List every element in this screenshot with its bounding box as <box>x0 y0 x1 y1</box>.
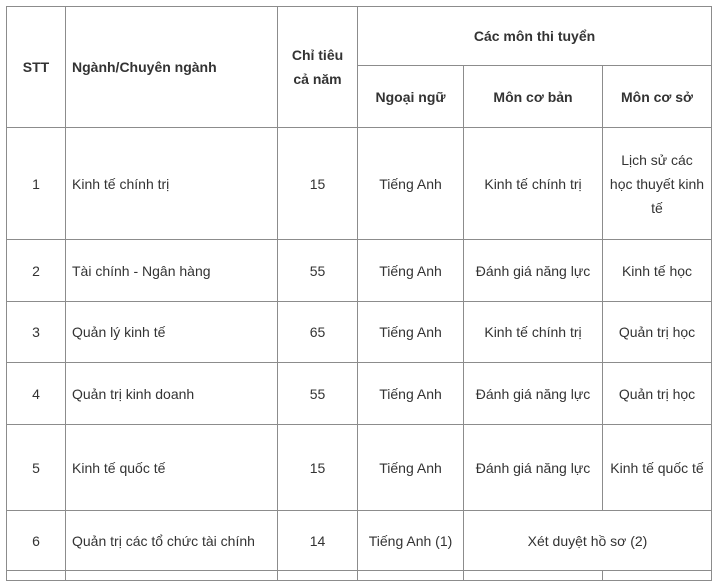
cell-basic-subject: Kinh tế chính trị <box>464 302 603 363</box>
cell-empty <box>603 571 712 581</box>
header-foreign-language: Ngoại ngữ <box>358 66 464 128</box>
cell-core-subject: Quản trị học <box>603 302 712 363</box>
cell-basic-subject: Đánh giá năng lực <box>464 240 603 302</box>
admissions-table <box>6 6 712 581</box>
cell-merged-subject: Xét duyệt hồ sơ (2) <box>464 511 712 571</box>
cell-stt: 5 <box>7 425 66 511</box>
cell-quota: 65 <box>278 302 358 363</box>
cell-empty <box>7 571 66 581</box>
cell-basic-subject: Đánh giá năng lực <box>464 363 603 425</box>
cell-major: Quản trị kinh doanh <box>66 363 278 425</box>
header-row-top <box>7 7 712 66</box>
cell-foreign-language: Tiếng Anh <box>358 240 464 302</box>
cell-major: Kinh tế chính trị <box>66 128 278 240</box>
cell-foreign-language: Tiếng Anh (1) <box>358 511 464 571</box>
cell-stt: 4 <box>7 363 66 425</box>
cell-core-subject: Kinh tế quốc tế <box>603 425 712 511</box>
cell-foreign-language: Tiếng Anh <box>358 363 464 425</box>
cell-stt: 3 <box>7 302 66 363</box>
table-row <box>7 425 712 511</box>
cell-foreign-language: Tiếng Anh <box>358 128 464 240</box>
cell-core-subject: Quản trị học <box>603 363 712 425</box>
cell-empty <box>464 571 603 581</box>
cell-stt: 2 <box>7 240 66 302</box>
cell-major: Quản lý kinh tế <box>66 302 278 363</box>
header-exam-subjects: Các môn thi tuyển <box>358 7 712 66</box>
cell-core-subject: Lịch sử các học thuyết kinh tế <box>603 128 712 240</box>
cell-major: Kinh tế quốc tế <box>66 425 278 511</box>
cell-quota: 55 <box>278 240 358 302</box>
cell-quota: 55 <box>278 363 358 425</box>
cell-quota: 15 <box>278 128 358 240</box>
cell-foreign-language: Tiếng Anh <box>358 425 464 511</box>
cell-basic-subject: Đánh giá năng lực <box>464 425 603 511</box>
header-basic-subject: Môn cơ bản <box>464 66 603 128</box>
header-stt: STT <box>7 7 66 128</box>
cell-stt: 1 <box>7 128 66 240</box>
table-row <box>7 128 712 240</box>
cell-basic-subject: Kinh tế chính trị <box>464 128 603 240</box>
header-quota <box>278 7 358 128</box>
cell-empty <box>358 571 464 581</box>
table-row <box>7 363 712 425</box>
table-row <box>7 302 712 363</box>
cell-core-subject: Kinh tế học <box>603 240 712 302</box>
header-quota-line1: Chỉ tiêu <box>291 47 344 63</box>
cell-empty <box>278 571 358 581</box>
cell-stt: 6 <box>7 511 66 571</box>
cell-foreign-language: Tiếng Anh <box>358 302 464 363</box>
cell-major: Quản trị các tổ chức tài chính <box>66 511 278 571</box>
cell-empty <box>66 571 278 581</box>
header-major: Ngành/Chuyên ngành <box>66 7 278 128</box>
header-core-subject: Môn cơ sở <box>603 66 712 128</box>
cell-quota: 15 <box>278 425 358 511</box>
cell-quota: 14 <box>278 511 358 571</box>
header-quota-line2: cả năm <box>293 71 342 87</box>
table-row <box>7 240 712 302</box>
table-row <box>7 511 712 571</box>
cell-major: Tài chính - Ngân hàng <box>66 240 278 302</box>
table-row-partial <box>7 571 712 581</box>
